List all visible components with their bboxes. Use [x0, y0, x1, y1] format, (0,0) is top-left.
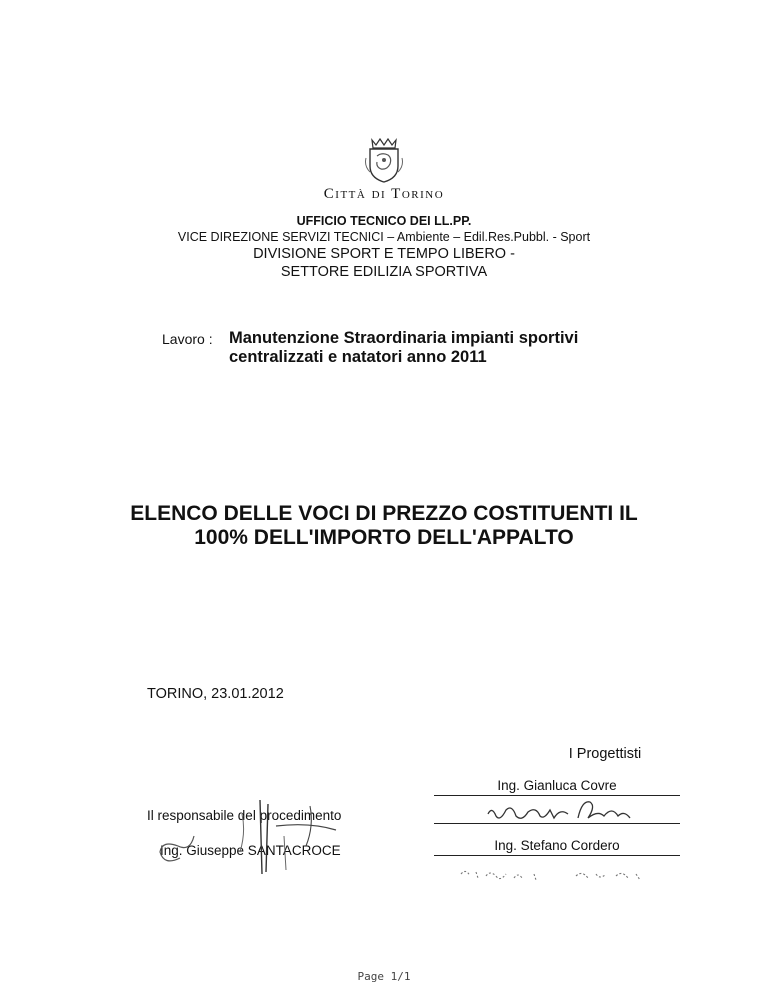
designer-name-2: Ing. Stefano Cordero — [494, 838, 620, 853]
signature-underline-1 — [434, 823, 680, 824]
designer-name-1: Ing. Gianluca Covre — [497, 778, 617, 793]
page-footer: Page 1/1 — [357, 970, 411, 983]
signature-line-2 — [434, 855, 680, 856]
division-name: DIVISIONE SPORT E TEMPO LIBERO - — [253, 246, 515, 262]
work-title-line2: centralizzati e natatori anno 2011 — [229, 348, 487, 366]
city-name: Città di Torino — [323, 186, 445, 202]
document-title-line1: ELENCO DELLE VOCI DI PREZZO COSTITUENTI IL — [130, 502, 638, 525]
city-crest-logo — [362, 136, 406, 184]
responsible-label: Il responsabile del procedimento — [147, 808, 342, 823]
office-name: UFFICIO TECNICO DEI LL.PP. — [296, 214, 472, 228]
handwritten-signature-responsible — [150, 796, 350, 876]
work-label: Lavoro : — [162, 331, 213, 347]
handwritten-signature-2 — [456, 862, 656, 892]
sector-name: SETTORE EDILIZIA SPORTIVA — [280, 264, 488, 280]
designers-heading: I Progettisti — [568, 746, 642, 762]
work-title-line1: Manutenzione Straordinaria impianti sportivi — [229, 329, 579, 347]
document-title-line2: 100% DELL'IMPORTO DELL'APPALTO — [194, 526, 574, 549]
work-title — [229, 329, 649, 367]
responsible-name: Ing. Giuseppe SANTACROCE — [160, 843, 341, 858]
place-date: TORINO, 23.01.2012 — [147, 686, 284, 702]
document-title — [0, 502, 768, 550]
handwritten-signature-1 — [478, 796, 658, 826]
vice-direction: VICE DIREZIONE SERVIZI TECNICI – Ambiente – Edil.Res.Pubbl. - Sport — [177, 230, 591, 244]
